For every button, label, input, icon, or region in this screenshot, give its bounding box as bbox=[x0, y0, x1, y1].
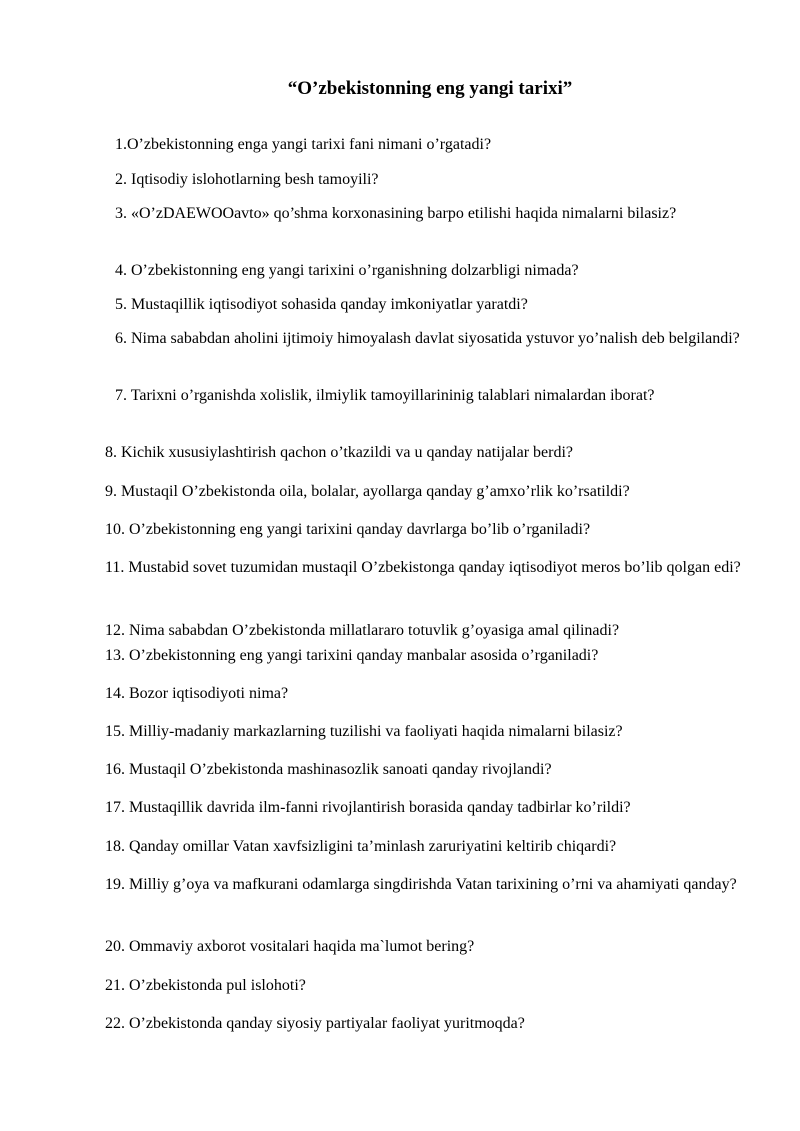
question-21: 21. O’zbekistonda pul islohoti? bbox=[105, 977, 306, 994]
question-12: 12. Nima sababdan O’zbekistonda millatlararo totuvlik g’oyasiga amal qilinadi? bbox=[105, 622, 620, 639]
question-9: 9. Mustaqil O’zbekistonda oila, bolalar, ayollarga qanday g’amxo’rlik ko’rsatildi? bbox=[105, 483, 630, 500]
question-4: 4. O’zbekistonning eng yangi tarixini o’rganishning dolzarbligi nimada? bbox=[115, 262, 579, 279]
question-19: 19. Milliy g’oya va mafkurani odamlarga singdirishda Vatan tarixining o’rni va ahamiyati qanday? bbox=[105, 876, 737, 893]
question-20: 20. Ommaviy axborot vositalari haqida ma`lumot bering? bbox=[105, 938, 475, 955]
question-8: 8. Kichik xususiylashtirish qachon o’tkazildi va u qanday natijalar berdi? bbox=[105, 444, 574, 461]
document-title: “O’zbekistonning eng yangi tarixi” bbox=[287, 78, 573, 99]
question-16: 16. Mustaqil O’zbekistonda mashinasozlik sanoati qanday rivojlandi? bbox=[105, 761, 552, 778]
question-17: 17. Mustaqillik davrida ilm-fanni rivojlantirish borasida qanday tadbirlar ko’rildi? bbox=[105, 799, 631, 816]
question-13: 13. O’zbekistonning eng yangi tarixini qanday manbalar asosida o’rganiladi? bbox=[105, 647, 599, 664]
question-11: 11. Mustabid sovet tuzumidan mustaqil O’zbekistonga qanday iqtisodiyot meros bo’lib qolgan edi? bbox=[105, 559, 741, 576]
question-1: 1.O’zbekistonning enga yangi tarixi fani nimani o’rgatadi? bbox=[115, 136, 492, 153]
question-7: 7. Tarixni o’rganishda xolislik, ilmiylik tamoyillarininig talablari nimalardan iborat? bbox=[115, 387, 655, 404]
question-14: 14. Bozor iqtisodiyoti nima? bbox=[105, 685, 289, 702]
question-22: 22. O’zbekistonda qanday siyosiy partiyalar faoliyat yuritmoqda? bbox=[105, 1015, 525, 1032]
question-10: 10. O’zbekistonning eng yangi tarixini qanday davrlarga bo’lib o’rganiladi? bbox=[105, 521, 591, 538]
question-18: 18. Qanday omillar Vatan xavfsizligini ta’minlash zaruriyatini keltirib chiqardi? bbox=[105, 838, 617, 855]
question-2: 2. Iqtisodiy islohotlarning besh tamoyili? bbox=[115, 171, 379, 188]
question-5: 5. Mustaqillik iqtisodiyot sohasida qanday imkoniyatlar yaratdi? bbox=[115, 296, 528, 313]
question-3: 3. «O’zDAEWOOavto» qo’shma korxonasining barpo etilishi haqida nimalarni bilasiz? bbox=[115, 205, 677, 222]
question-6: 6. Nima sababdan aholini ijtimoiy himoyalash davlat siyosatida ystuvor yo’nalish deb belgilandi? bbox=[115, 330, 740, 347]
question-15: 15. Milliy-madaniy markazlarning tuzilishi va faoliyati haqida nimalarni bilasiz? bbox=[105, 723, 623, 740]
